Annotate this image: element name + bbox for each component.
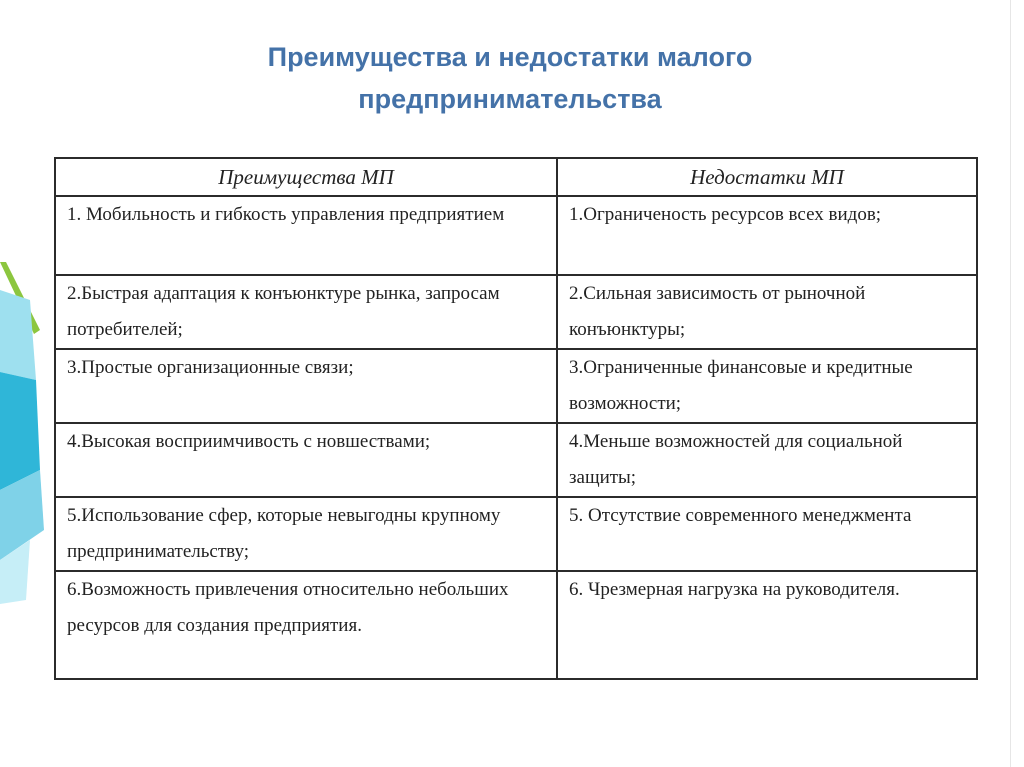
table-row <box>55 275 977 349</box>
header-disadvantages: Недостатки МП <box>557 158 977 196</box>
table-row <box>55 196 977 275</box>
disadvantage-cell: 5. Отсутствие современного менеджмента <box>557 497 977 571</box>
table-header-row <box>55 158 977 196</box>
table-row <box>55 497 977 571</box>
deco-cyan-block <box>0 372 40 490</box>
decorative-shapes <box>0 0 60 767</box>
slide-right-border <box>1010 0 1011 767</box>
advantage-cell: 3.Простые организационные связи; <box>55 349 557 423</box>
title-line-1: Преимущества и недостатки малого <box>267 42 753 72</box>
disadvantage-cell: 6. Чрезмерная нагрузка на руководителя. <box>557 571 977 679</box>
header-advantages: Преимущества МП <box>55 158 557 196</box>
disadvantage-cell: 1.Ограниченость ресурсов всех видов; <box>557 196 977 275</box>
disadvantage-cell: 3.Ограниченные финансовые и кредитные возможности; <box>557 349 977 423</box>
slide-title <box>180 36 840 120</box>
title-line-2: предпринимательства <box>358 84 662 114</box>
advantage-cell: 1. Мобильность и гибкость управления предприятием <box>55 196 557 275</box>
table-row <box>55 349 977 423</box>
deco-cyan-block-top <box>0 290 36 380</box>
table-row <box>55 571 977 679</box>
disadvantage-cell: 4.Меньше возможностей для социальной защиты; <box>557 423 977 497</box>
table-row <box>55 423 977 497</box>
comparison-table <box>54 157 978 680</box>
advantage-cell: 4.Высокая восприимчивость с новшествами; <box>55 423 557 497</box>
advantage-cell: 5.Использование сфер, которые невыгодны крупному предпринимательству; <box>55 497 557 571</box>
advantage-cell: 6.Возможность привлечения относительно небольших ресурсов для создания предприятия. <box>55 571 557 679</box>
disadvantage-cell: 2.Сильная зависимость от рыночной конъюнктуры; <box>557 275 977 349</box>
advantage-cell: 2.Быстрая адаптация к конъюнктуре рынка, запросам потребителей; <box>55 275 557 349</box>
